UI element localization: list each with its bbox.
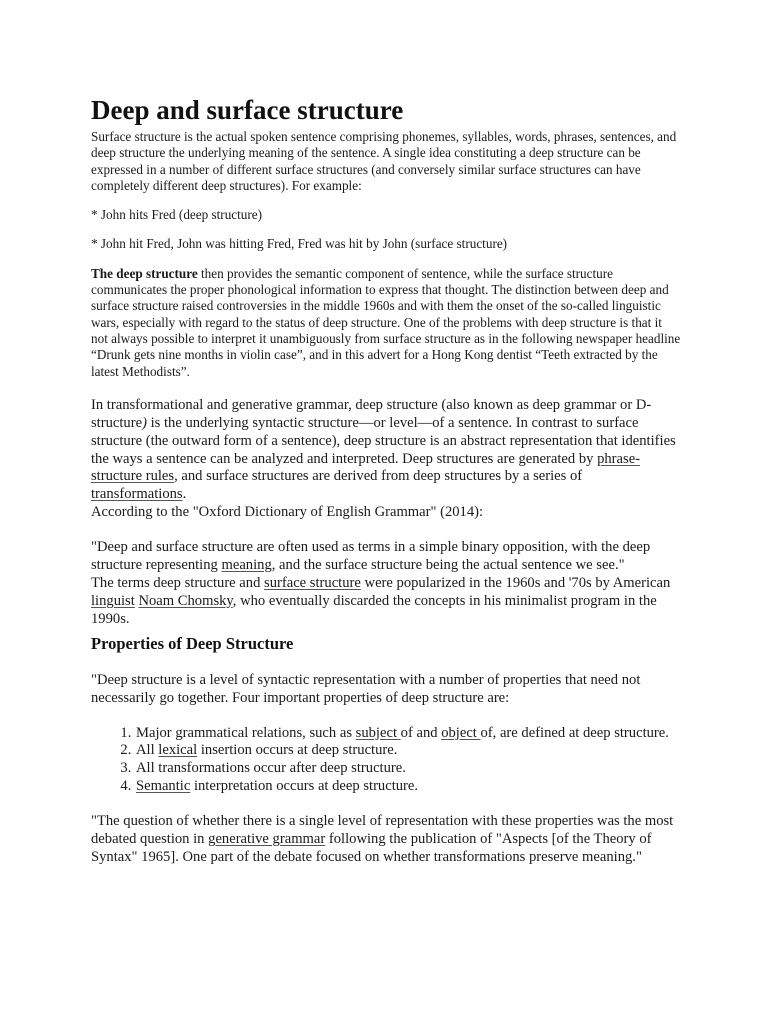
item1-text-3: of, are defined at deep structure.	[480, 724, 669, 741]
document-page	[91, 94, 681, 867]
properties-intro: "Deep structure is a level of syntactic representation with a number of properties that need not necessarily go together. Four important properties of deep structure are:	[91, 671, 641, 706]
final-text-2: following the publication of "Aspects [of the Theory of Syntax" 1965]. One part of the debate focused on whether transformations preserve meaning."	[91, 831, 652, 865]
link-surface-structure[interactable]: surface structure	[264, 575, 361, 592]
item3-text-1: All transformations occur after deep structure.	[136, 760, 406, 777]
section-heading-properties: Properties of Deep Structure	[91, 633, 294, 653]
item2-text-2: insertion occurs at deep structure.	[197, 742, 398, 759]
link-object[interactable]: object	[441, 724, 481, 741]
list-item	[135, 760, 681, 778]
terms-text-1: The terms deep structure and	[91, 575, 265, 592]
final-paragraph	[91, 813, 681, 867]
item1-text-1: Major grammatical relations, such as	[136, 724, 356, 741]
item4-text-1: interpretation occurs at deep structure.	[190, 778, 419, 795]
tg-text-4: .	[182, 486, 187, 503]
quote-text-1: "Deep and surface structure are often used as terms in a simple binary opposition, with the deep structure representing	[91, 539, 651, 574]
link-meaning[interactable]: meaning	[221, 557, 272, 574]
example-deep-structure: * John hits Fred (deep structure)	[91, 207, 263, 223]
quote-text-2: , and the surface structure being the actual sentence we see."	[271, 557, 625, 574]
link-subject[interactable]: subject	[355, 724, 401, 741]
link-semantic[interactable]: Semantic	[136, 778, 191, 795]
tg-text-2: is the underlying syntactic structure—or level—of a sentence. In contrast to surface structure (the outward form of a sentence), deep structure is an abstract representation that identifies the ways a sentence can be analyzed and interpreted. Deep structures are generated by	[91, 414, 676, 467]
list-item	[135, 742, 681, 760]
list-item	[135, 778, 681, 796]
properties-list	[91, 725, 681, 797]
link-linguist[interactable]: linguist	[91, 592, 135, 609]
oxford-intro: According to the "Oxford Dictionary of English Grammar" (2014):	[91, 504, 484, 521]
link-phrase-structure-rules[interactable]: phrase-structure rules	[91, 450, 641, 485]
deep-structure-text: then provides the semantic component of sentence, while the surface structure communicates the proper phonological information to express that thought. The distinction between deep and surface structure raised controversies in the middle 1960s and with them the onset of the so-called linguistic wars, especially with regard to the status of deep structure. One of the problems with deep structure is that it not always possible to interpret it unambiguously from surface structure as in the following newspaper headline “Drunk gets nine months in violin case”, and in this advert for a Hong Kong dentist “Teeth extracted by the latest Methodists”.	[91, 265, 681, 379]
tg-text-3: , and surface structures are derived from deep structures by a series of	[174, 468, 583, 485]
terms-text-4: , who eventually discarded the concepts in his minimalist program in the 1990s.	[91, 592, 657, 627]
oxford-quote-paragraph	[91, 539, 681, 575]
final-text-1: "The question of whether there is a single level of representation with these properties was the most debated question in	[91, 813, 674, 848]
intro-paragraph: Surface structure is the actual spoken sentence comprising phonemes, syllables, words, phrases, sentences, and deep structure the underlying meaning of the sentence. A single idea constituting a deep structure can be expressed in a number of different surface structures (and conversely similar surface structures can have completely different deep structures). For example:	[91, 129, 677, 193]
link-lexical[interactable]: lexical	[158, 742, 198, 759]
example-surface-structure: * John hit Fred, John was hitting Fred, Fred was hit by John (surface structure)	[91, 236, 508, 252]
item1-text-2: of and	[400, 724, 442, 741]
item2-text-1: All	[136, 742, 159, 759]
tg-text-1: In transformational and generative grammar, deep structure (also known as deep grammar or D-structure	[91, 396, 652, 431]
link-transformations[interactable]: transformations	[91, 486, 183, 503]
terms-paragraph	[91, 575, 681, 629]
list-item	[135, 725, 681, 743]
tg-italic-paren: )	[142, 414, 147, 431]
transformational-grammar-paragraph	[91, 397, 681, 504]
link-generative-grammar[interactable]: generative grammar	[208, 831, 326, 848]
deep-structure-bold-lead: The deep structure	[91, 265, 198, 281]
link-noam-chomsky[interactable]: Noam Chomsky	[138, 592, 233, 609]
terms-text-2: were popularized in the 1960s and '70s by American	[360, 575, 671, 592]
document-title: Deep and surface structure	[91, 95, 404, 125]
deep-structure-paragraph	[91, 266, 681, 380]
